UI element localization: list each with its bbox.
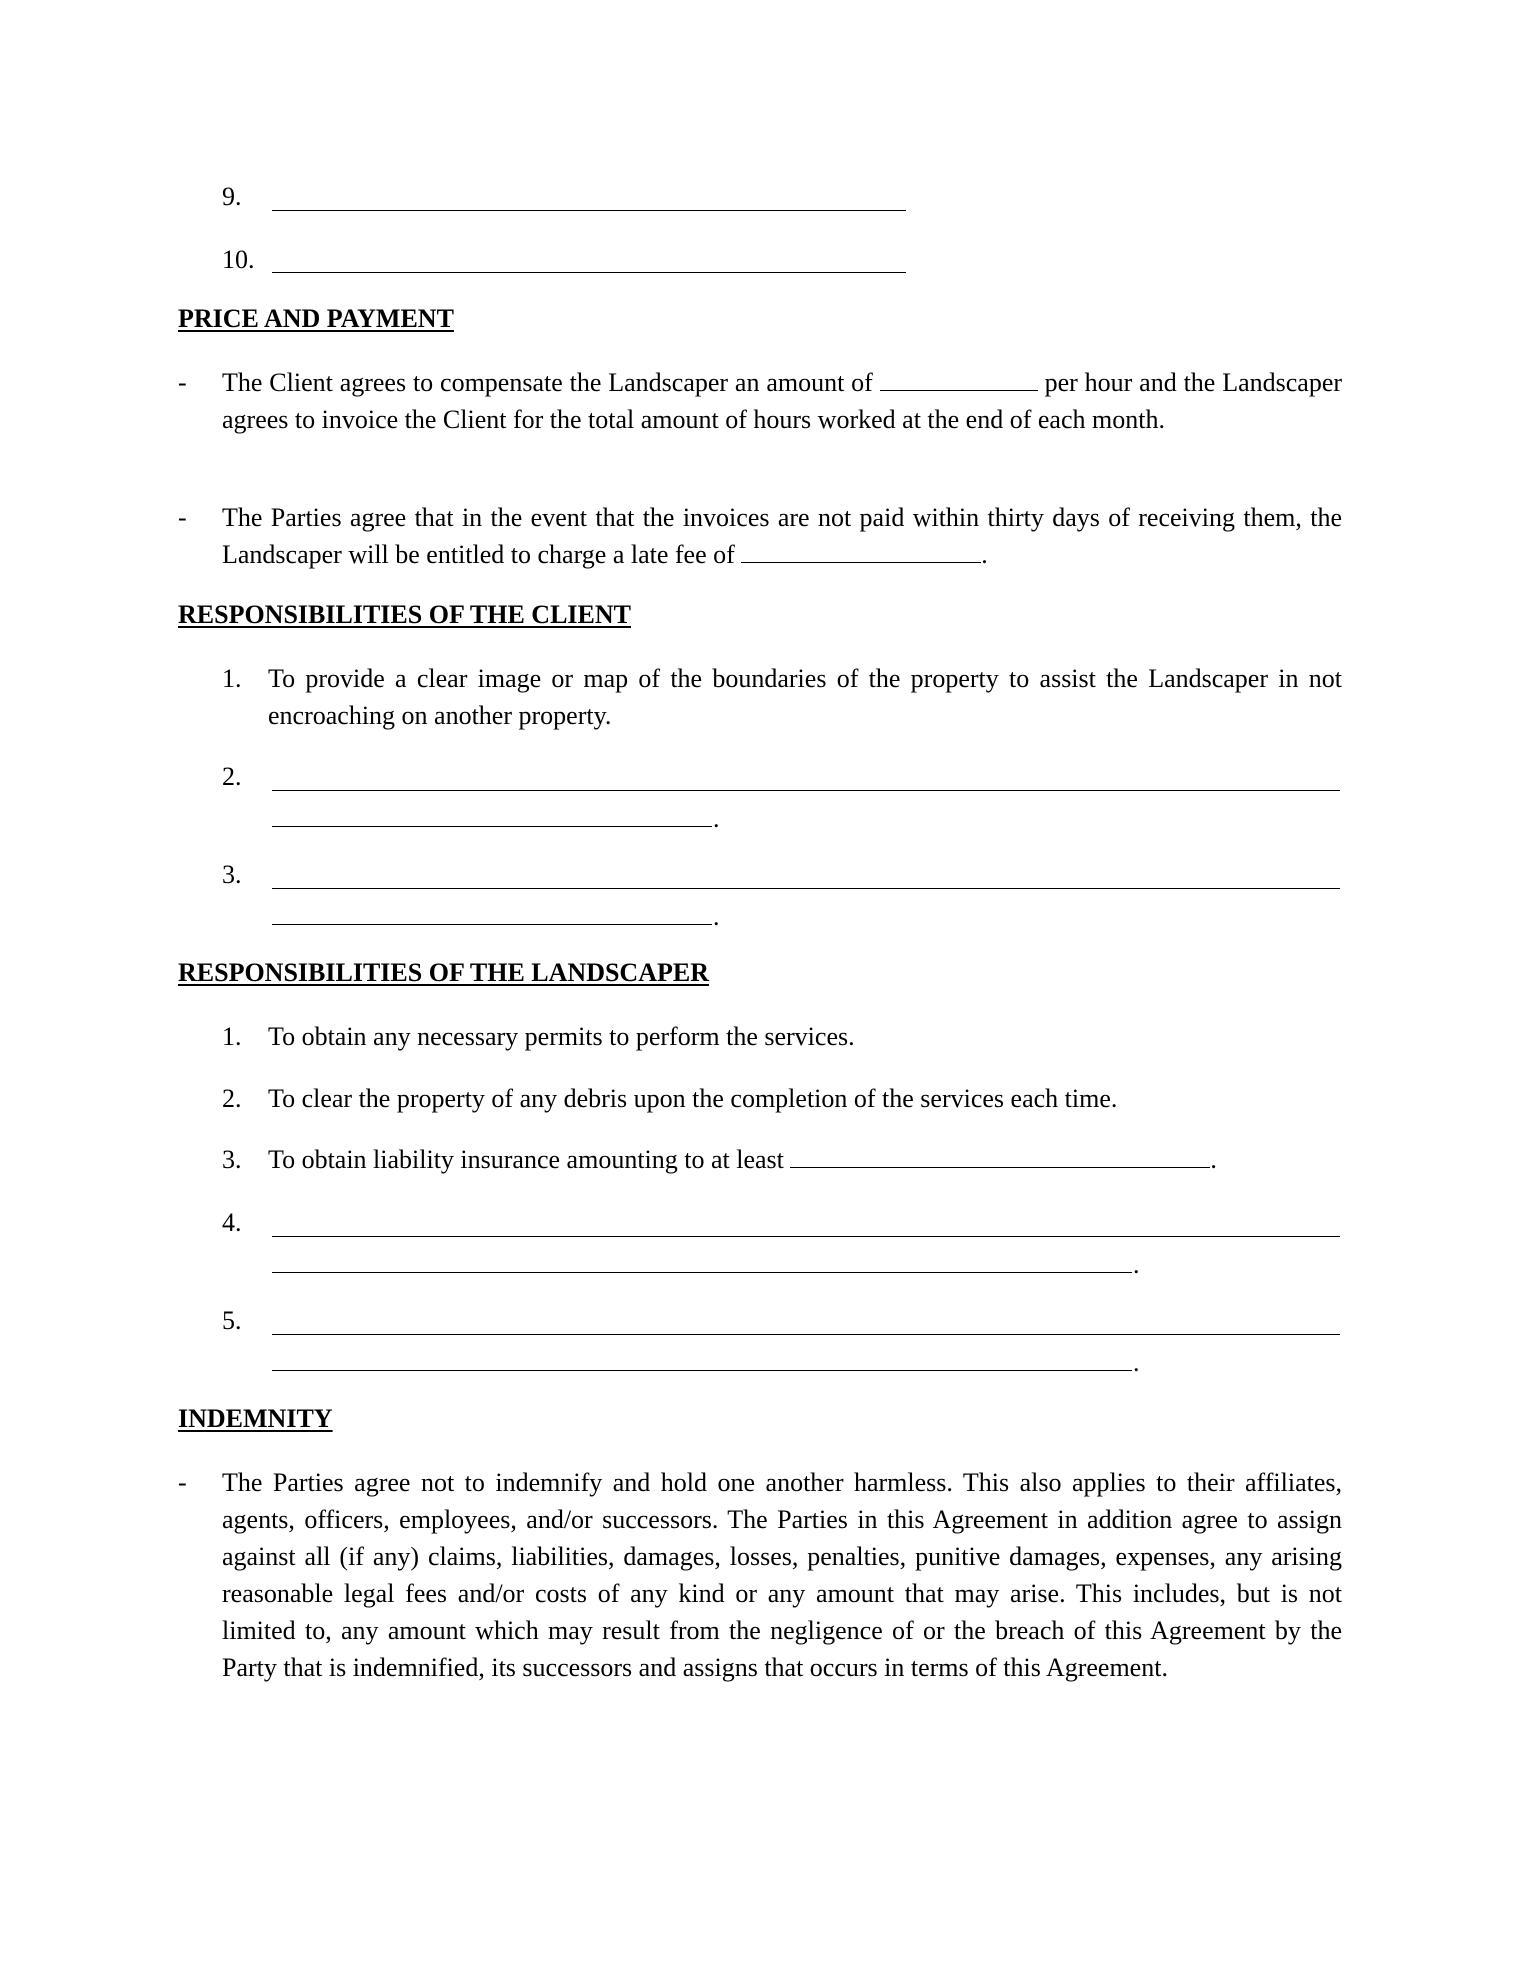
item-number: 3. <box>222 860 242 889</box>
landscaper-item-text <box>268 1141 1342 1178</box>
fill-in-blank[interactable] <box>272 1370 1132 1371</box>
item-number: 10. <box>222 245 255 274</box>
section-heading-price-payment: PRICE AND PAYMENT <box>178 304 454 333</box>
fill-in-blank[interactable] <box>272 1272 1132 1273</box>
late-fee-blank[interactable] <box>741 536 981 563</box>
item-number: 2. <box>222 762 242 791</box>
bullet-dash: - <box>178 368 187 397</box>
fill-in-blank[interactable] <box>272 272 906 273</box>
section-heading-indemnity: INDEMNITY <box>178 1404 333 1433</box>
period: . <box>1133 1348 1140 1377</box>
hourly-rate-blank[interactable] <box>880 364 1038 391</box>
bullet-dash: - <box>178 1468 187 1497</box>
price-text-after: per hour and the Landscaper agrees to invoice the Client for the total amount of hours worked at the end of each month. <box>222 368 1343 434</box>
item-number: 1. <box>222 1022 242 1051</box>
fill-in-blank[interactable] <box>272 924 712 925</box>
section-heading-landscaper: RESPONSIBILITIES OF THE LANDSCAPER <box>178 958 709 987</box>
price-text-before: The Client agrees to compensate the Landscaper an amount of <box>222 368 873 397</box>
item-number: 5. <box>222 1306 242 1335</box>
indemnity-paragraph: The Parties agree not to indemnify and hold one another harmless. This also applies to their affiliates, agents, officers, employees, and/or successors. The Parties in this Agreement in addition agree to assign against all (if any) claims, liabilities, damages, losses, penalties, punitive damages, expenses, any arising reasonable legal fees and/or costs of any kind or any amount that may arise. This includes, but is not limited to, any amount which may result from the negligence of or the breach of this Agreement by the Party that is indemnified, its successors and assigns that occurs in terms of this Agreement. <box>222 1468 1342 1682</box>
item-number: 1. <box>222 664 242 693</box>
late-fee-paragraph <box>222 499 1342 573</box>
period: . <box>713 902 720 931</box>
insurance-amount-blank[interactable] <box>790 1141 1210 1168</box>
fill-in-blank[interactable] <box>272 1236 1340 1237</box>
period: . <box>981 540 988 569</box>
fill-in-blank[interactable] <box>272 210 906 211</box>
price-paragraph <box>222 364 1342 438</box>
item-number: 4. <box>222 1208 242 1237</box>
landscaper-item-text: To clear the property of any debris upon the completion of the services each time. <box>268 1084 1118 1113</box>
bullet-dash: - <box>178 503 187 532</box>
client-item-text: To provide a clear image or map of the boundaries of the property to assist the Landscaper in not encroaching on another property. <box>268 664 1342 730</box>
item-number: 3. <box>222 1145 242 1174</box>
period: . <box>1133 1250 1140 1279</box>
insurance-text: To obtain liability insurance amounting to at least <box>268 1145 784 1174</box>
item-number: 9. <box>222 182 242 211</box>
section-heading-client: RESPONSIBILITIES OF THE CLIENT <box>178 600 631 629</box>
fill-in-blank[interactable] <box>272 1334 1340 1335</box>
fill-in-blank[interactable] <box>272 826 712 827</box>
fill-in-blank[interactable] <box>272 790 1340 791</box>
item-number: 2. <box>222 1084 242 1113</box>
late-fee-text: The Parties agree that in the event that the invoices are not paid within thirty days of receiving them, the Landscaper will be entitled to charge a late fee of <box>222 503 1342 569</box>
landscaper-item-text: To obtain any necessary permits to perform the services. <box>268 1022 855 1051</box>
period: . <box>1210 1145 1217 1174</box>
period: . <box>713 804 720 833</box>
fill-in-blank[interactable] <box>272 888 1340 889</box>
